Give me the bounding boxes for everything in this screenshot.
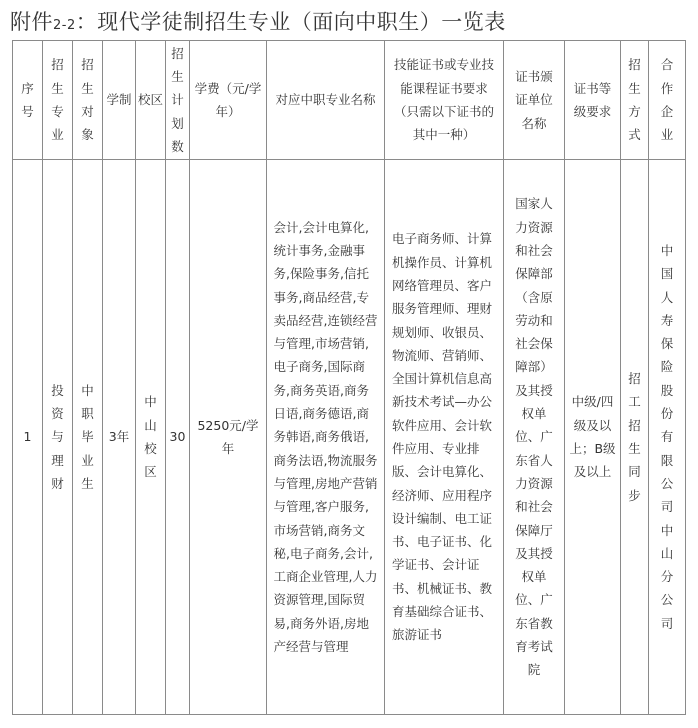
header-cell: 招生计划数 <box>166 41 190 160</box>
header-cell: 招生对象 <box>73 41 103 160</box>
enrollment-table <box>12 40 686 715</box>
cell-vocational-majors: 会计,会计电算化,统计事务,金融事务,保险事务,信托事务,商品经营,专卖品经营,连锁经营与管理,市场营销,电子商务,国际商务,商务英语,商务日语,商务德语,商务韩语,商务俄语,商务法语,物流服务与管理,房地产营销与管理,客户服务,市场营销,商务文秘,电子商务,会计,工商企业管理,人力资源管理,国际贸易,商务外语,房地产经营与管理 <box>267 160 385 715</box>
header-cell: 证书颁证单位名称 <box>504 41 565 160</box>
header-cell: 学制 <box>103 41 136 160</box>
cell-certificates: 电子商务师、计算机操作员、计算机网络管理员、客户服务管理师、理财规划师、收银员、物流师、营销师、全国计算机信息高新技术考试—办公软件应用、会计软件应用、专业排版、会计电算化、经济师、应用程序设计编制、电工证书、电子证书、化学证书、会计证书、机械证书、教育基础综合证书、旅游证书 <box>385 160 504 715</box>
cell-no: 1 <box>13 160 43 715</box>
cell-plan: 30 <box>166 160 190 715</box>
header-cell: 合作企业 <box>649 41 686 160</box>
cell-fee: 5250元/学年 <box>190 160 267 715</box>
cell-major: 投资与理财 <box>43 160 73 715</box>
title-rest: ：现代学徒制招生专业（面向中职生）一览表 <box>75 10 506 34</box>
header-cell: 招生专业 <box>43 41 73 160</box>
cell-method: 招工招生同步 <box>621 160 649 715</box>
cell-partner: 中国人寿保险股份有限公司中山分公司 <box>649 160 686 715</box>
header-cell: 技能证书或专业技能课程证书要求（只需以下证书的其中一种） <box>385 41 504 160</box>
header-cell: 校区 <box>136 41 166 160</box>
page-title <box>10 8 506 40</box>
title-suffix: 2-2 <box>53 18 76 33</box>
header-cell: 证书等级要求 <box>565 41 621 160</box>
header-cell: 招生方式 <box>621 41 649 160</box>
cell-level: 中级/四级及以上；B级及以上 <box>565 160 621 715</box>
header-cell: 对应中职专业名称 <box>267 41 385 160</box>
table-row <box>13 160 686 715</box>
cell-issuer: 国家人力资源和社会保障部（含原劳动和社会保障部）及其授权单位、广东省人力资源和社会保障厅及其授权单位、广东省教育考试院 <box>504 160 565 715</box>
table-header-row <box>13 41 686 160</box>
header-cell: 学费（元/学年） <box>190 41 267 160</box>
cell-duration: 3年 <box>103 160 136 715</box>
header-cell: 序号 <box>13 41 43 160</box>
cell-campus: 中山校区 <box>136 160 166 715</box>
title-prefix: 附件 <box>10 10 53 34</box>
cell-target: 中职毕业生 <box>73 160 103 715</box>
